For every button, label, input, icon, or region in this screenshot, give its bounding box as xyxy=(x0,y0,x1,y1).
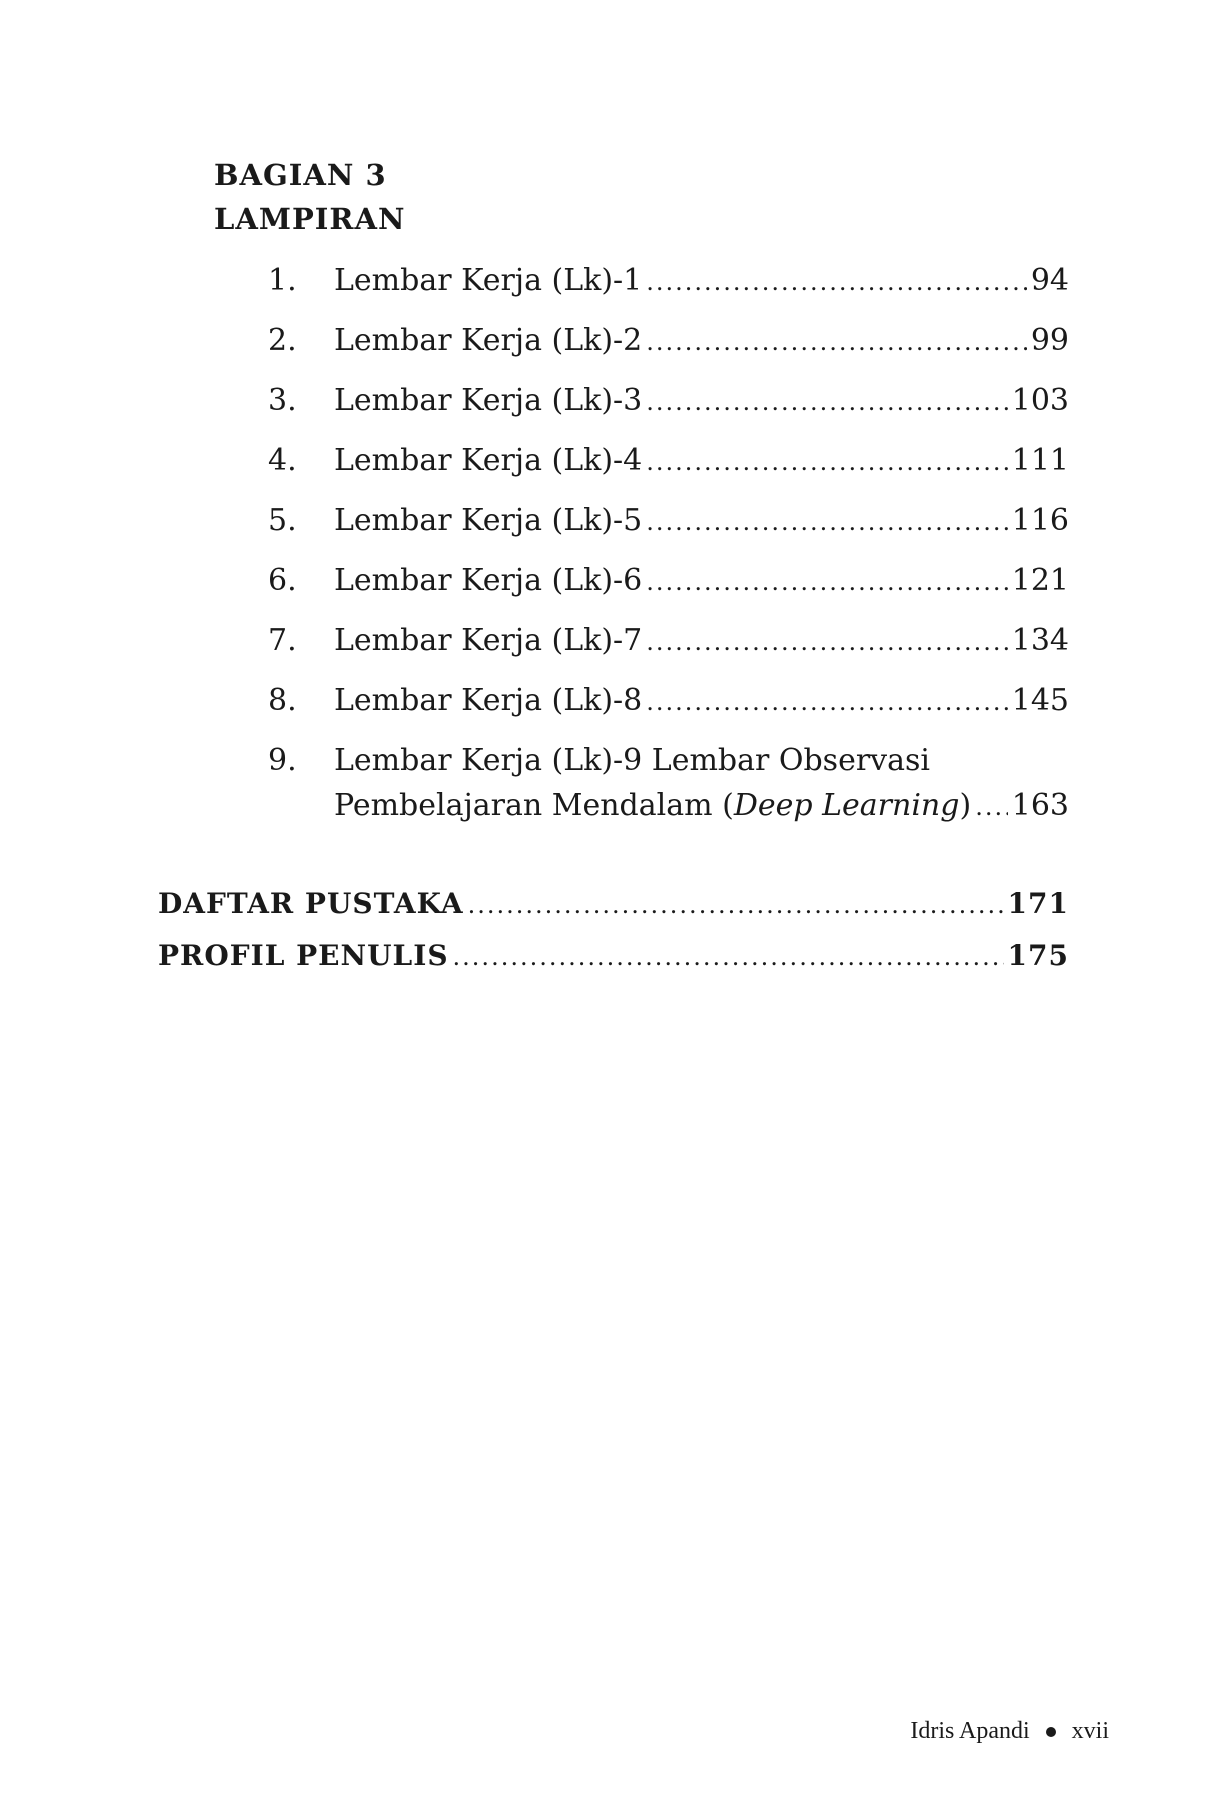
toc-entry[interactable] xyxy=(268,501,1069,541)
dot-leader xyxy=(646,442,1007,482)
dot-leader xyxy=(646,682,1007,722)
entry-page: 163 xyxy=(1011,788,1069,823)
dot-leader xyxy=(646,322,1027,362)
entry-title-line2-suffix: ) xyxy=(959,788,972,823)
entry-number: 7. xyxy=(268,623,297,658)
entry-number: 3. xyxy=(268,383,297,418)
part-label: BAGIAN 3 xyxy=(214,158,387,192)
part-title: LAMPIRAN xyxy=(214,202,406,236)
toc-entry[interactable] xyxy=(268,561,1069,601)
dot-leader xyxy=(646,382,1007,422)
entry-title: Lembar Kerja (Lk)-7 xyxy=(334,623,643,658)
entry-number: 6. xyxy=(268,563,297,598)
entry-page: 175 xyxy=(1007,939,1069,972)
entry-title: Lembar Kerja (Lk)-3 xyxy=(334,383,643,418)
dot-leader xyxy=(646,622,1007,662)
entry-number: 1. xyxy=(268,263,297,298)
entry-number: 4. xyxy=(268,443,297,478)
toc-entry-daftar-pustaka[interactable] xyxy=(158,884,1069,924)
entry-title: Lembar Kerja (Lk)-2 xyxy=(334,323,643,358)
dot-leader xyxy=(975,787,1008,827)
entry-title: Lembar Kerja (Lk)-6 xyxy=(334,563,643,598)
entry-page: 111 xyxy=(1011,443,1069,478)
entry-title: Lembar Kerja (Lk)-1 xyxy=(334,263,643,298)
toc-entry[interactable] xyxy=(268,681,1069,721)
entry-number: 8. xyxy=(268,683,297,718)
dot-leader xyxy=(468,885,1004,925)
dot-leader xyxy=(453,937,1004,977)
toc-entry[interactable] xyxy=(268,741,1069,831)
entry-page: 116 xyxy=(1011,503,1069,538)
entry-title-line1: Lembar Kerja (Lk)-9 Lembar Observasi xyxy=(334,743,930,778)
entry-title: Lembar Kerja (Lk)-5 xyxy=(334,503,643,538)
footer-author: Idris Apandi xyxy=(910,1718,1030,1744)
entry-title: DAFTAR PUSTAKA xyxy=(158,887,464,920)
page-footer xyxy=(910,1718,1109,1745)
entry-number: 2. xyxy=(268,323,297,358)
entry-title-line2-italic: Deep Learning xyxy=(733,788,960,823)
toc-entry[interactable] xyxy=(268,441,1069,481)
toc-entry[interactable] xyxy=(268,261,1069,301)
toc-entry[interactable] xyxy=(268,621,1069,661)
dot-leader xyxy=(646,562,1007,602)
bullet-icon xyxy=(1046,1727,1056,1737)
toc-entry-profil-penulis[interactable] xyxy=(158,936,1069,976)
entry-number: 5. xyxy=(268,503,297,538)
entry-number: 9. xyxy=(268,743,297,778)
dot-leader xyxy=(646,262,1027,302)
entry-title: PROFIL PENULIS xyxy=(158,939,449,972)
entry-page: 103 xyxy=(1011,383,1069,418)
entry-page: 134 xyxy=(1011,623,1069,658)
entry-title: Lembar Kerja (Lk)-4 xyxy=(334,443,643,478)
toc-entry[interactable] xyxy=(268,321,1069,361)
entry-title: Lembar Kerja (Lk)-8 xyxy=(334,683,643,718)
dot-leader xyxy=(646,502,1007,542)
entry-title-line2 xyxy=(334,786,971,826)
entry-title-line2-prefix: Pembelajaran Mendalam ( xyxy=(334,788,734,823)
entry-page: 171 xyxy=(1007,887,1069,920)
entry-page: 94 xyxy=(1030,263,1069,298)
entry-page: 121 xyxy=(1011,563,1069,598)
entry-page: 99 xyxy=(1030,323,1069,358)
toc-entry[interactable] xyxy=(268,381,1069,421)
footer-page-number: xvii xyxy=(1071,1718,1109,1744)
entry-page: 145 xyxy=(1011,683,1069,718)
